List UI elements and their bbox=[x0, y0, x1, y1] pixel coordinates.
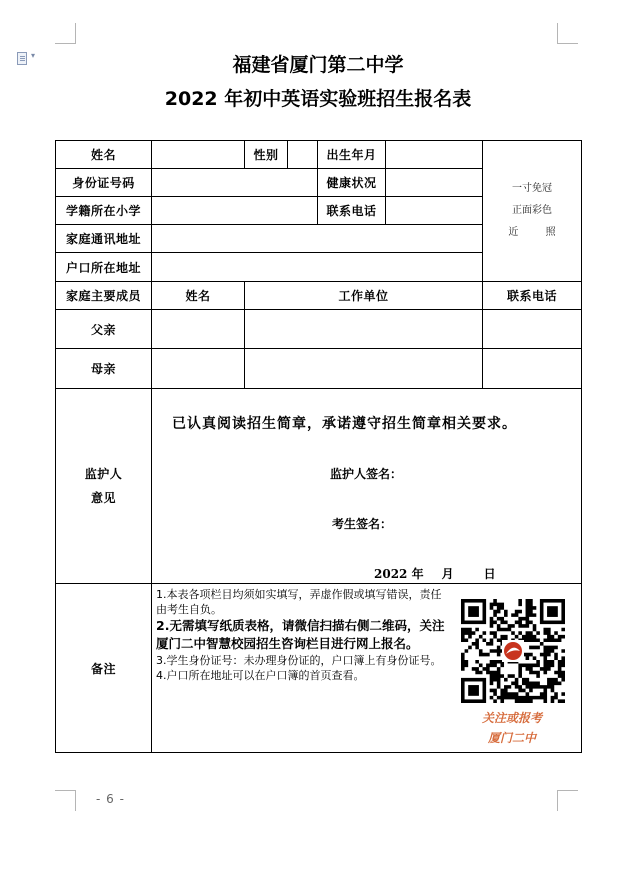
hukou-field[interactable] bbox=[152, 253, 483, 282]
address-field[interactable] bbox=[152, 225, 483, 253]
family-col-name: 姓名 bbox=[152, 282, 245, 310]
id-field[interactable] bbox=[152, 169, 318, 197]
page-number: - 6 - bbox=[96, 792, 125, 806]
father-name-field[interactable] bbox=[152, 310, 245, 349]
qr-caption bbox=[452, 708, 572, 748]
birth-label: 出生年月 bbox=[318, 141, 386, 169]
father-label: 父亲 bbox=[56, 310, 152, 349]
page-subtitle: 2022 年初中英语实验班招生报名表 bbox=[164, 88, 472, 110]
name-label: 姓名 bbox=[56, 141, 152, 169]
photo-hint-line3: 近 照 bbox=[508, 227, 556, 238]
notes-label: 备注 bbox=[56, 584, 152, 753]
school-label: 学籍所在小学 bbox=[56, 197, 152, 225]
date-year: 2022 年 bbox=[374, 567, 424, 581]
guardian-statement: 已认真阅读招生简章，承诺遵守招生简章相关要求。 bbox=[172, 416, 517, 432]
notes-cell bbox=[152, 584, 582, 753]
guardian-opinion-cell bbox=[152, 389, 582, 584]
margin-corner-mark bbox=[557, 23, 578, 44]
date-month: 月 bbox=[441, 567, 454, 581]
student-signature-label[interactable]: 考生签名： bbox=[332, 517, 393, 531]
mother-work-field[interactable] bbox=[245, 349, 483, 389]
phone-field[interactable] bbox=[386, 197, 483, 225]
mother-phone-field[interactable] bbox=[483, 349, 582, 389]
note-item-2: 2.无需填写纸质表格，请微信扫描右侧二维码，关注厦门二中智慧校园招生咨询栏目进行网上报名。 bbox=[156, 618, 445, 651]
note-item-1: 1.本表各项栏目均须如实填写，弄虚作假或填写错误，责任由考生自负。 bbox=[156, 588, 442, 616]
mother-label: 母亲 bbox=[56, 349, 152, 389]
qr-caption-line2: 厦门二中 bbox=[487, 731, 536, 745]
id-label: 身份证号码 bbox=[56, 169, 152, 197]
health-field[interactable] bbox=[386, 169, 483, 197]
health-label: 健康状况 bbox=[318, 169, 386, 197]
guardian-label-line1: 监护人 bbox=[84, 467, 123, 481]
father-phone-field[interactable] bbox=[483, 310, 582, 349]
father-work-field[interactable] bbox=[245, 310, 483, 349]
family-col-work: 工作单位 bbox=[245, 282, 483, 310]
signature-date[interactable] bbox=[374, 565, 496, 582]
qr-caption-line1: 关注或报考 bbox=[481, 711, 542, 725]
note-item-3: 3.学生身份证号：未办理身份证的，户口簿上有身份证号。 bbox=[156, 654, 442, 667]
guardian-opinion-label bbox=[56, 389, 152, 584]
name-field[interactable] bbox=[152, 141, 245, 169]
page-title: 福建省厦门第二中学 bbox=[232, 54, 404, 76]
school-field[interactable] bbox=[152, 197, 318, 225]
date-day: 日 bbox=[483, 567, 496, 581]
family-members-label: 家庭主要成员 bbox=[56, 282, 152, 310]
note-item-4: 4.户口所在地址可以在户口簿的首页查看。 bbox=[156, 669, 365, 682]
phone-label: 联系电话 bbox=[318, 197, 386, 225]
qr-code[interactable] bbox=[461, 599, 565, 703]
qr-code-icon bbox=[461, 599, 565, 703]
mother-name-field[interactable] bbox=[152, 349, 245, 389]
margin-corner-mark bbox=[557, 790, 578, 811]
birth-field[interactable] bbox=[386, 141, 483, 169]
gender-field[interactable] bbox=[288, 141, 318, 169]
address-label: 家庭通讯地址 bbox=[56, 225, 152, 253]
photo-box bbox=[483, 141, 582, 282]
guardian-label-line2: 意见 bbox=[90, 491, 116, 505]
gender-label: 性别 bbox=[245, 141, 288, 169]
photo-hint-line1: 一寸免冠 bbox=[512, 183, 552, 194]
guardian-signature-label[interactable]: 监护人签名： bbox=[330, 467, 403, 481]
family-col-phone: 联系电话 bbox=[483, 282, 582, 310]
registration-form-table bbox=[55, 140, 582, 753]
margin-corner-mark bbox=[55, 23, 76, 44]
margin-corner-mark bbox=[55, 790, 76, 811]
dropdown-caret-icon[interactable]: ▾ bbox=[31, 51, 36, 60]
photo-hint-line2: 正面彩色 bbox=[512, 205, 552, 216]
hukou-label: 户口所在地址 bbox=[56, 253, 152, 282]
notes-list bbox=[156, 587, 446, 683]
